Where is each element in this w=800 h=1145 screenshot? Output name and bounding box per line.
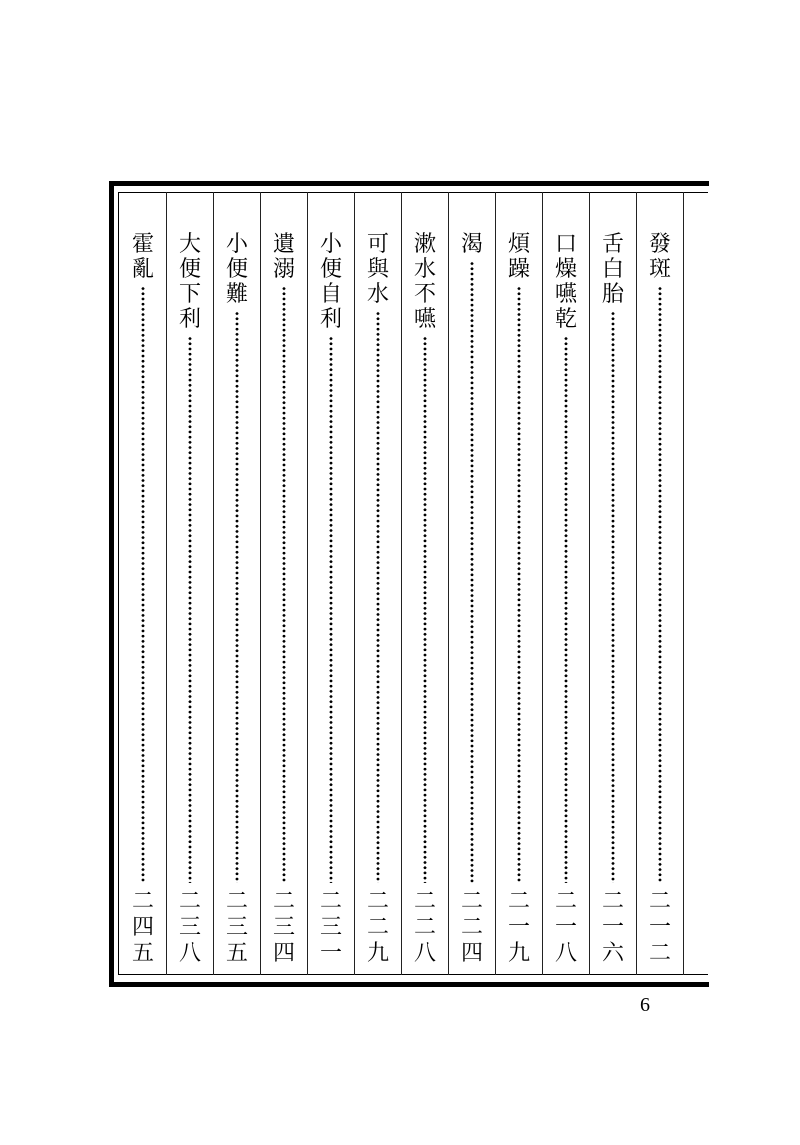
entry-title-char: 溺 (272, 257, 295, 282)
entry-page-char: 二 (413, 915, 436, 940)
entry-title-char: 便 (225, 257, 248, 282)
entry-title (402, 232, 448, 332)
entry-page-char: 二 (272, 889, 295, 914)
entry-page-char: 二 (366, 889, 389, 914)
entry-title (120, 232, 166, 282)
toc-entry (214, 192, 261, 975)
entry-page-char: 二 (460, 915, 483, 940)
entry-title-char: 煩 (507, 232, 530, 257)
entry-page-char: 二 (319, 889, 342, 914)
entry-title-char: 可 (366, 232, 389, 257)
entry-title-char: 漱 (413, 232, 436, 257)
entry-page-char: 四 (131, 915, 154, 940)
entry-page (637, 889, 683, 967)
entry-title (496, 232, 542, 282)
page-number: 6 (640, 994, 650, 1016)
entry-page-char: 二 (601, 889, 624, 914)
entry-page-char: 一 (507, 915, 530, 940)
entry-title-char: 霍 (131, 232, 154, 257)
entry-page-char: 九 (507, 941, 530, 966)
entry-title-char: 嚥 (413, 307, 436, 332)
entry-title-char: 下 (178, 282, 201, 307)
toc-entry (449, 192, 496, 975)
entry-page-char: 二 (225, 889, 248, 914)
entry-page-char: 二 (648, 889, 671, 914)
entry-page-char: 二 (366, 915, 389, 940)
entry-page-char: 二 (178, 889, 201, 914)
entry-title-char: 遺 (272, 232, 295, 257)
entry-page-char: 四 (272, 941, 295, 966)
entry-title-char: 渴 (460, 232, 483, 257)
entry-page-char: 二 (131, 889, 154, 914)
entry-title-char: 不 (413, 282, 436, 307)
entry-title-char: 口 (554, 232, 577, 257)
entry-page-char: 三 (225, 915, 248, 940)
entry-title-char: 利 (178, 307, 201, 332)
entry-page-char: 一 (319, 941, 342, 966)
entry-title (355, 232, 401, 307)
entry-title-char: 亂 (131, 257, 154, 282)
entry-title (167, 232, 213, 332)
entry-title-char: 舌 (601, 232, 624, 257)
entry-title-char: 水 (413, 257, 436, 282)
entry-page-char: 四 (460, 941, 483, 966)
entry-title-char: 與 (366, 257, 389, 282)
entry-page-char: 三 (319, 915, 342, 940)
toc-entry (590, 192, 637, 975)
entry-title (214, 232, 260, 307)
entry-title-char: 胎 (601, 282, 624, 307)
toc-entry (543, 192, 590, 975)
entry-title-char: 難 (225, 282, 248, 307)
entry-title-char: 小 (319, 232, 342, 257)
entry-page-char: 五 (131, 941, 154, 966)
entry-page-char: 一 (648, 915, 671, 940)
leader-dots (470, 261, 474, 883)
entry-page (590, 889, 636, 967)
entry-title-char: 自 (319, 282, 342, 307)
entry-page (261, 889, 307, 967)
toc-entry (120, 192, 167, 975)
entry-title-char: 便 (178, 257, 201, 282)
entry-title (308, 232, 354, 332)
leader-dots (235, 311, 239, 883)
leader-dots (376, 311, 380, 883)
entry-page (543, 889, 589, 967)
entry-page (308, 889, 354, 967)
entry-title-char: 水 (366, 282, 389, 307)
entry-page-char: 六 (601, 941, 624, 966)
entry-page (496, 889, 542, 967)
entry-title (590, 232, 636, 307)
toc-entry (308, 192, 355, 975)
leader-dots (658, 286, 662, 883)
entry-title-char: 斑 (648, 257, 671, 282)
entry-page (402, 889, 448, 967)
entry-page-char: 三 (272, 915, 295, 940)
toc-entry (402, 192, 449, 975)
entry-page (449, 889, 495, 967)
entry-title-char: 便 (319, 257, 342, 282)
entry-page-char: 二 (460, 889, 483, 914)
entry-page-char: 一 (601, 915, 624, 940)
leader-dots (423, 336, 427, 883)
entry-page-char: 二 (554, 889, 577, 914)
entry-title (543, 232, 589, 332)
leader-dots (141, 286, 145, 883)
entry-page-char: 二 (648, 941, 671, 966)
entry-title-char: 乾 (554, 307, 577, 332)
entry-page-char: 九 (366, 941, 389, 966)
leader-dots (188, 336, 192, 883)
entry-page (214, 889, 260, 967)
entry-title-char: 嚥 (554, 282, 577, 307)
entry-title-char: 白 (601, 257, 624, 282)
entry-title-char: 躁 (507, 257, 530, 282)
toc-entry (355, 192, 402, 975)
leader-dots (282, 286, 286, 883)
entry-page-char: 二 (507, 889, 530, 914)
entry-page-char: 五 (225, 941, 248, 966)
entry-page-char: 一 (554, 915, 577, 940)
entry-title-char: 發 (648, 232, 671, 257)
leader-dots (564, 336, 568, 883)
entry-title-char: 燥 (554, 257, 577, 282)
leader-dots (517, 286, 521, 883)
entry-page-char: 八 (554, 941, 577, 966)
leader-dots (611, 311, 615, 883)
entry-page (120, 889, 166, 967)
entry-page-char: 二 (413, 889, 436, 914)
toc-entry (167, 192, 214, 975)
toc-entry (637, 192, 684, 975)
toc-entry (261, 192, 308, 975)
entry-page (167, 889, 213, 967)
entry-page-char: 八 (413, 941, 436, 966)
entry-page (355, 889, 401, 967)
entry-title-char: 利 (319, 307, 342, 332)
leader-dots (329, 336, 333, 883)
entry-title-char: 大 (178, 232, 201, 257)
entry-title (637, 232, 683, 282)
entry-page-char: 三 (178, 915, 201, 940)
toc-entry (496, 192, 543, 975)
entry-title (261, 232, 307, 282)
entry-page-char: 八 (178, 941, 201, 966)
entry-title-char: 小 (225, 232, 248, 257)
entry-title (449, 232, 495, 257)
